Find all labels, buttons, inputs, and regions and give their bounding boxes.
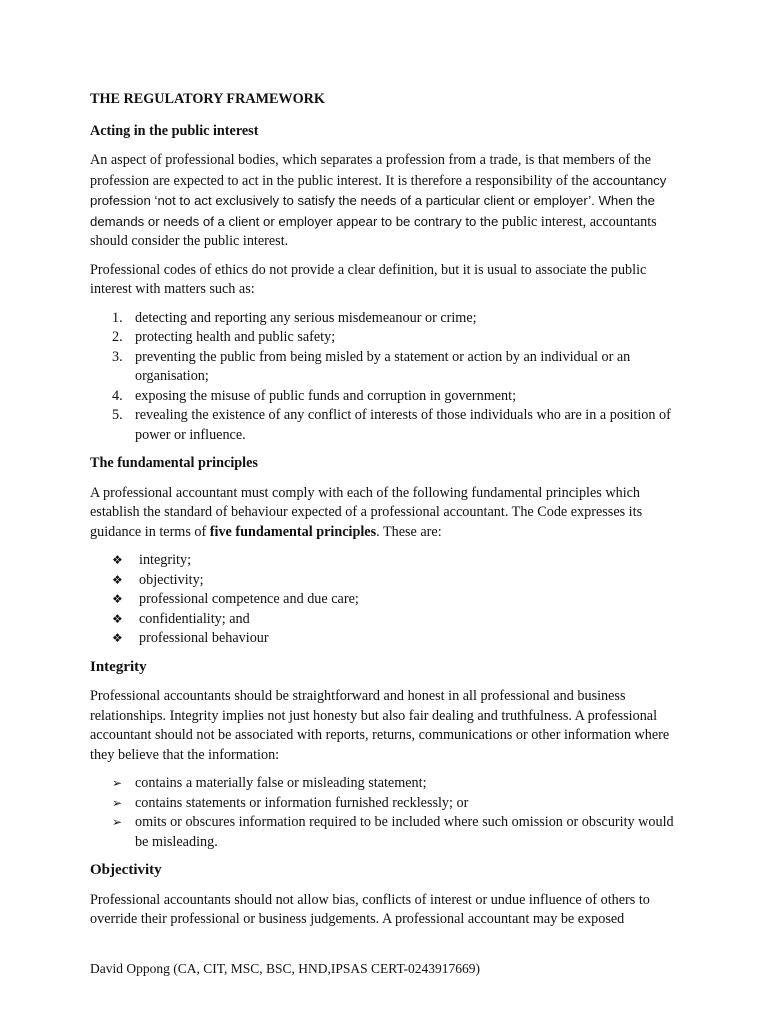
fundamental-text-part-1: A professional accountant must comply with each of the following fundamental principles which establish the standard of behaviour expected of a professional accountant. The Code expresses its guidance in terms of [90, 484, 643, 540]
list-number: 5. [112, 407, 123, 423]
list-number: 2. [112, 329, 123, 345]
paragraph-fundamental-principles [90, 484, 690, 543]
list-item-text: preventing the public from being misled by a statement or action by an individual or an organisation; [135, 348, 631, 384]
list-number: 4. [112, 387, 123, 404]
fundamental-bold-text: five fundamental principles [209, 523, 377, 540]
intro-text-part-3: public interest, accountants should consider the public interest. [90, 213, 657, 249]
list-item [90, 348, 690, 387]
heading-fundamental-principles: The fundamental principles [90, 455, 258, 471]
list-item [90, 406, 690, 445]
list-number: 1. [112, 309, 123, 326]
public-interest-list [90, 309, 690, 446]
list-item [90, 794, 690, 814]
heading-integrity: Integrity [90, 658, 147, 675]
four-diamond-star-icon: ❖ [112, 631, 123, 645]
list-item [90, 551, 690, 571]
list-item [90, 590, 690, 610]
arrowhead-icon: ➢ [112, 776, 123, 790]
list-item-text: integrity; [139, 552, 192, 568]
page-footer: David Oppong (CA, CIT, MSC, BSC, HND,IPSAS CERT-0243917669) [90, 961, 480, 976]
intro-quote-text: accountancy profession ‘not to act exclusively to satisfy the needs of a particular client or employer’. When the demands or needs of a client or employer appear to be contrary to the [90, 172, 667, 229]
four-diamond-star-icon: ❖ [112, 553, 123, 567]
paragraph-integrity: Professional accountants should be straightforward and honest in all professional and business relationships. Integrity implies not just honesty but also fair dealing and truthfulness. A professional accountant should not be associated with reports, returns, communications or other information where they believe that the information: [90, 688, 670, 763]
list-item-text: omits or obscures information required to be included where such omission or obscurity would be misleading. [135, 814, 674, 850]
list-number: 3. [112, 348, 123, 365]
list-item [90, 610, 690, 630]
fundamental-text-part-3: . These are: [376, 523, 442, 540]
list-item [90, 813, 690, 852]
list-item-text: detecting and reporting any serious misdemeanour or crime; [135, 309, 477, 326]
list-item-text: professional competence and due care; [139, 591, 359, 607]
paragraph-public-interest-matters: Professional codes of ethics do not provide a clear definition, but it is usual to associate the public interest with matters such as: [90, 261, 647, 297]
document-body [90, 90, 690, 939]
paragraph-public-interest-intro [90, 151, 690, 252]
arrowhead-icon: ➢ [112, 815, 123, 829]
paragraph-objectivity: Professional accountants should not allow bias, conflicts of interest or undue influence of others to override their professional or business judgements. A professional accountant may be exposed [90, 891, 650, 927]
list-item-text: confidentiality; and [139, 610, 250, 627]
heading-public-interest: Acting in the public interest [90, 122, 259, 139]
four-diamond-star-icon: ❖ [112, 572, 123, 587]
heading-objectivity: Objectivity [90, 862, 162, 878]
list-item [90, 328, 690, 348]
integrity-list [90, 774, 690, 852]
list-item-text: revealing the existence of any conflict of interests of those individuals who are in a position of power or influence. [135, 407, 671, 443]
list-item-text: exposing the misuse of public funds and corruption in government; [135, 387, 517, 404]
list-item-text: objectivity; [139, 571, 204, 588]
list-item-text: contains statements or information furnished recklessly; or [135, 794, 469, 811]
arrowhead-icon: ➢ [112, 795, 123, 810]
four-diamond-star-icon: ❖ [112, 592, 123, 606]
list-item [90, 571, 690, 591]
intro-text-part-1: An aspect of professional bodies, which separates a profession from a trade, is that members of the profession are expected to act in the public interest. It is therefore a responsibility of the [90, 152, 652, 189]
principles-list [90, 551, 690, 649]
list-item [90, 309, 690, 329]
list-item [90, 774, 690, 794]
list-item-text: protecting health and public safety; [135, 329, 336, 345]
list-item-text: professional behaviour [139, 630, 269, 646]
four-diamond-star-icon: ❖ [112, 611, 123, 626]
list-item [90, 387, 690, 407]
list-item [90, 629, 690, 649]
list-item-text: contains a materially false or misleading statement; [135, 775, 427, 791]
document-title: THE REGULATORY FRAMEWORK [90, 91, 325, 107]
